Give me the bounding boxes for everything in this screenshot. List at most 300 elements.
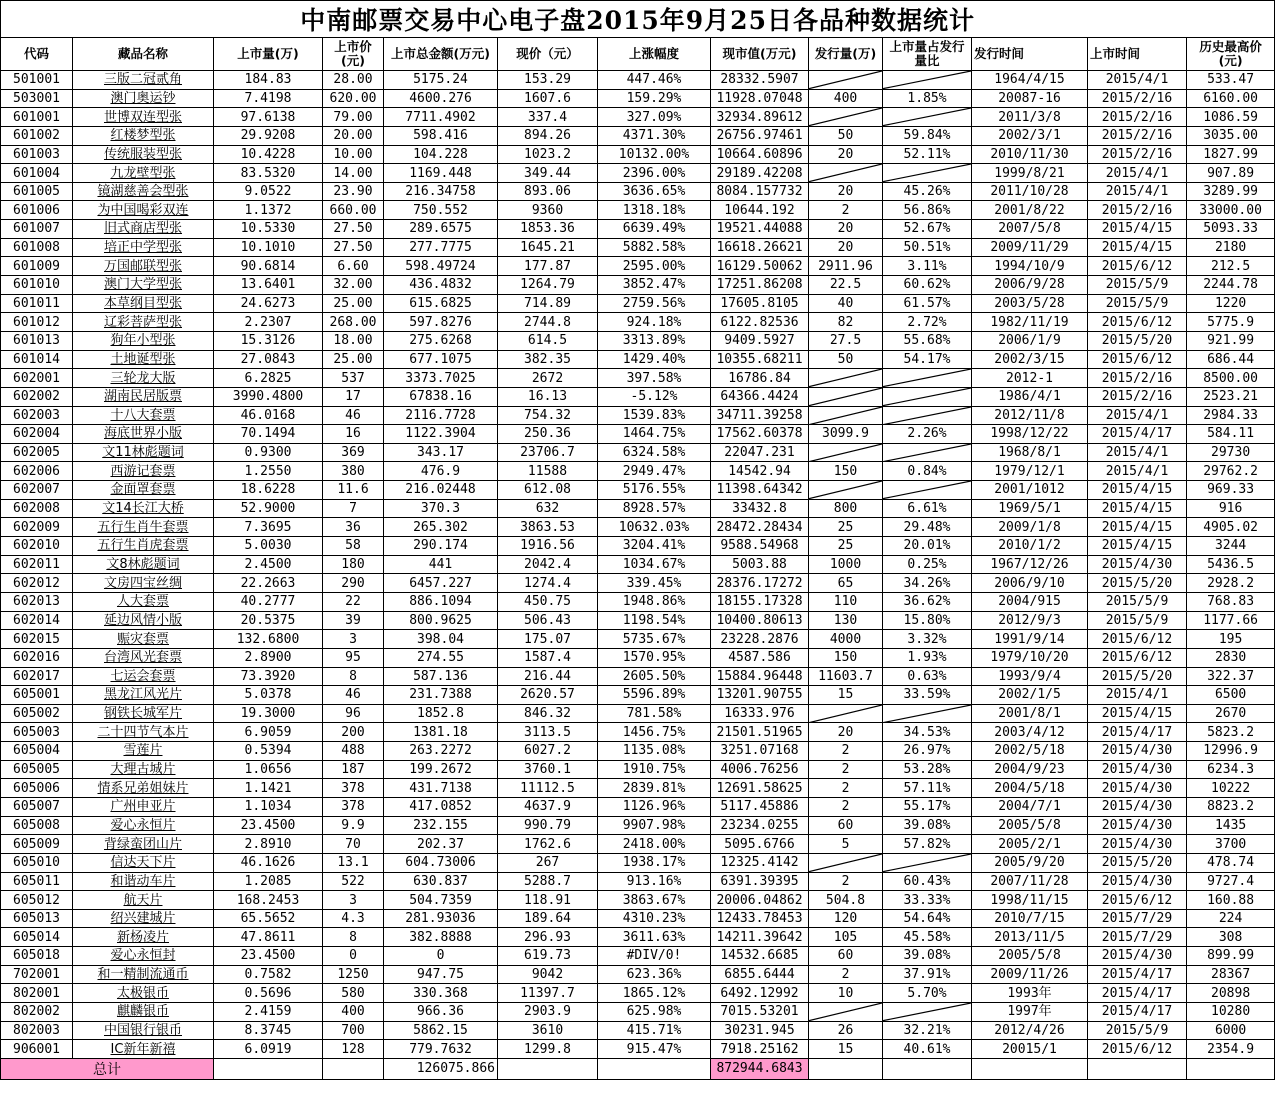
cell-current-price[interactable]: 9360: [498, 201, 598, 220]
cell-name[interactable]: 人大套票: [73, 592, 214, 611]
cell-current-price[interactable]: 1762.6: [498, 835, 598, 854]
cell-current-price[interactable]: 893.06: [498, 182, 598, 201]
cell-market-value[interactable]: 6391.39395: [711, 872, 809, 891]
cell-issue-qty[interactable]: [809, 481, 883, 500]
cell-listed-ratio[interactable]: [883, 1003, 972, 1022]
cell-listed-ratio[interactable]: 32.21%: [883, 1021, 972, 1040]
cell-listed-ratio[interactable]: 34.26%: [883, 574, 972, 593]
cell-listed-ratio[interactable]: 45.58%: [883, 928, 972, 947]
cell-history-high[interactable]: 6160.00: [1187, 89, 1275, 108]
cell-listed-total[interactable]: 275.6268: [384, 331, 498, 350]
cell-history-high[interactable]: 1827.99: [1187, 145, 1275, 164]
cell-market-value[interactable]: 18155.17328: [711, 592, 809, 611]
cell-listed-price[interactable]: 32.00: [323, 276, 384, 295]
cell-rise[interactable]: 1948.86%: [598, 592, 711, 611]
cell-listed-price[interactable]: 128: [323, 1040, 384, 1059]
cell-market-value[interactable]: 10355.68211: [711, 350, 809, 369]
cell-rise[interactable]: 1198.54%: [598, 611, 711, 630]
cell-history-high[interactable]: 28367: [1187, 965, 1275, 984]
cell-rise[interactable]: 1126.96%: [598, 797, 711, 816]
cell-rise[interactable]: #DIV/0!: [598, 947, 711, 966]
cell-listed-qty[interactable]: 18.6228: [214, 481, 323, 500]
cell-issue-qty[interactable]: 50: [809, 126, 883, 145]
cell-issue-qty[interactable]: 15: [809, 686, 883, 705]
cell-listed-qty[interactable]: 0.9300: [214, 443, 323, 462]
cell-listed-total[interactable]: 199.2672: [384, 760, 498, 779]
cell-listed-qty[interactable]: 83.5320: [214, 164, 323, 183]
cell-listed-date[interactable]: 2015/5/9: [1088, 276, 1187, 295]
header-issue-date[interactable]: 发行时间: [972, 38, 1088, 71]
cell-name[interactable]: 世博双连型张: [73, 108, 214, 127]
cell-name[interactable]: 赈灾套票: [73, 630, 214, 649]
cell-name[interactable]: 黑龙江风光片: [73, 686, 214, 705]
cell-listed-price[interactable]: 14.00: [323, 164, 384, 183]
cell-code[interactable]: 602008: [1, 499, 73, 518]
cell-history-high[interactable]: 2670: [1187, 704, 1275, 723]
sheet-title[interactable]: 中南邮票交易中心电子盘2015年9月25日各品种数据统计: [1, 1, 1275, 38]
cell-issue-date[interactable]: 2012/4/26: [972, 1021, 1088, 1040]
cell-history-high[interactable]: 10280: [1187, 1003, 1275, 1022]
cell-code[interactable]: 602001: [1, 369, 73, 388]
cell-history-high[interactable]: 9727.4: [1187, 872, 1275, 891]
cell-issue-qty[interactable]: 2: [809, 201, 883, 220]
cell-issue-qty[interactable]: 11603.7: [809, 667, 883, 686]
cell-code[interactable]: 601009: [1, 257, 73, 276]
cell-code[interactable]: 602013: [1, 592, 73, 611]
cell-current-price[interactable]: 846.32: [498, 704, 598, 723]
cell-issue-date[interactable]: 2005/2/1: [972, 835, 1088, 854]
cell-current-price[interactable]: 894.26: [498, 126, 598, 145]
cell-listed-price[interactable]: 4.3: [323, 909, 384, 928]
cell-code[interactable]: 601013: [1, 331, 73, 350]
cell-listed-ratio[interactable]: 2.26%: [883, 425, 972, 444]
cell-issue-qty[interactable]: 800: [809, 499, 883, 518]
cell-listed-price[interactable]: 28.00: [323, 71, 384, 90]
cell-listed-total[interactable]: 5175.24: [384, 71, 498, 90]
cell-code[interactable]: 605018: [1, 947, 73, 966]
cell-history-high[interactable]: 2830: [1187, 648, 1275, 667]
cell-code[interactable]: 702001: [1, 965, 73, 984]
cell-listed-qty[interactable]: 23.4500: [214, 816, 323, 835]
cell-listed-qty[interactable]: 15.3126: [214, 331, 323, 350]
cell-listed-qty[interactable]: 10.1010: [214, 238, 323, 257]
cell-listed-price[interactable]: 96: [323, 704, 384, 723]
cell-listed-total[interactable]: 398.04: [384, 630, 498, 649]
cell-current-price[interactable]: 3113.5: [498, 723, 598, 742]
cell-issue-qty[interactable]: [809, 164, 883, 183]
cell-issue-date[interactable]: 2004/9/23: [972, 760, 1088, 779]
cell-issue-date[interactable]: 2011/3/8: [972, 108, 1088, 127]
cell-name[interactable]: 爱心永恒片: [73, 816, 214, 835]
cell-listed-date[interactable]: 2015/2/16: [1088, 89, 1187, 108]
cell-listed-ratio[interactable]: 2.72%: [883, 313, 972, 332]
cell-current-price[interactable]: 296.93: [498, 928, 598, 947]
cell-name[interactable]: 广州申亚片: [73, 797, 214, 816]
cell-listed-total[interactable]: 1852.8: [384, 704, 498, 723]
cell-listed-date[interactable]: 2015/4/17: [1088, 723, 1187, 742]
cell-rise[interactable]: 9907.98%: [598, 816, 711, 835]
cell-market-value[interactable]: 16129.50062: [711, 257, 809, 276]
cell-listed-ratio[interactable]: 6.61%: [883, 499, 972, 518]
cell-listed-qty[interactable]: 5.0378: [214, 686, 323, 705]
cell-code[interactable]: 602005: [1, 443, 73, 462]
cell-name[interactable]: 三版二冠贰角: [73, 71, 214, 90]
cell-listed-price[interactable]: 8: [323, 667, 384, 686]
cell-history-high[interactable]: 322.37: [1187, 667, 1275, 686]
cell-issue-qty[interactable]: 2: [809, 742, 883, 761]
cell-listed-ratio[interactable]: 45.26%: [883, 182, 972, 201]
cell-history-high[interactable]: 160.88: [1187, 891, 1275, 910]
cell-listed-date[interactable]: 2015/4/30: [1088, 872, 1187, 891]
cell-code[interactable]: 605014: [1, 928, 73, 947]
cell-name[interactable]: 新杨凌片: [73, 928, 214, 947]
cell-market-value[interactable]: 8084.157732: [711, 182, 809, 201]
cell-issue-date[interactable]: 2009/1/8: [972, 518, 1088, 537]
cell-listed-price[interactable]: 180: [323, 555, 384, 574]
cell-current-price[interactable]: 714.89: [498, 294, 598, 313]
cell-listed-ratio[interactable]: 52.67%: [883, 220, 972, 239]
cell-listed-date[interactable]: 2015/4/15: [1088, 238, 1187, 257]
cell-listed-price[interactable]: 79.00: [323, 108, 384, 127]
cell-code[interactable]: 605001: [1, 686, 73, 705]
cell-issue-date[interactable]: 1994/10/9: [972, 257, 1088, 276]
cell-history-high[interactable]: 1177.66: [1187, 611, 1275, 630]
cell-listed-price[interactable]: 39: [323, 611, 384, 630]
cell-listed-ratio[interactable]: 52.11%: [883, 145, 972, 164]
cell-name[interactable]: 和谐动车片: [73, 872, 214, 891]
cell-listed-qty[interactable]: 70.1494: [214, 425, 323, 444]
cell-listed-price[interactable]: 23.90: [323, 182, 384, 201]
cell-current-price[interactable]: 1023.2: [498, 145, 598, 164]
cell-code[interactable]: 602009: [1, 518, 73, 537]
cell-code[interactable]: 605010: [1, 853, 73, 872]
cell-listed-total[interactable]: 1122.3904: [384, 425, 498, 444]
cell-history-high[interactable]: 6234.3: [1187, 760, 1275, 779]
cell-listed-price[interactable]: 200: [323, 723, 384, 742]
cell-code[interactable]: 602015: [1, 630, 73, 649]
cell-listed-qty[interactable]: 2.2307: [214, 313, 323, 332]
cell-listed-ratio[interactable]: 61.57%: [883, 294, 972, 313]
cell-market-value[interactable]: 10400.80613: [711, 611, 809, 630]
cell-market-value[interactable]: 28376.17272: [711, 574, 809, 593]
cell-current-price[interactable]: 2620.57: [498, 686, 598, 705]
cell-listed-ratio[interactable]: 5.70%: [883, 984, 972, 1003]
cell-name[interactable]: 为中国喝彩双连: [73, 201, 214, 220]
cell-issue-qty[interactable]: [809, 704, 883, 723]
cell-listed-date[interactable]: 2015/4/1: [1088, 71, 1187, 90]
cell-issue-date[interactable]: 1998/12/22: [972, 425, 1088, 444]
cell-rise[interactable]: 1135.08%: [598, 742, 711, 761]
cell-market-value[interactable]: 22047.231: [711, 443, 809, 462]
cell-name[interactable]: 三轮龙大版: [73, 369, 214, 388]
cell-rise[interactable]: 397.58%: [598, 369, 711, 388]
cell-issue-qty[interactable]: 130: [809, 611, 883, 630]
cell-name[interactable]: 情系兄弟姐妹片: [73, 779, 214, 798]
cell-name[interactable]: 文14长江大桥: [73, 499, 214, 518]
cell-rise[interactable]: 623.36%: [598, 965, 711, 984]
cell-history-high[interactable]: 5823.2: [1187, 723, 1275, 742]
cell-history-high[interactable]: 5093.33: [1187, 220, 1275, 239]
cell-listed-total[interactable]: 2116.7728: [384, 406, 498, 425]
cell-code[interactable]: 601002: [1, 126, 73, 145]
cell-listed-date[interactable]: 2015/5/20: [1088, 853, 1187, 872]
cell-issue-qty[interactable]: 20: [809, 145, 883, 164]
cell-history-high[interactable]: 6000: [1187, 1021, 1275, 1040]
cell-listed-date[interactable]: 2015/4/17: [1088, 984, 1187, 1003]
cell-listed-price[interactable]: 22: [323, 592, 384, 611]
cell-history-high[interactable]: 907.89: [1187, 164, 1275, 183]
total-amount[interactable]: 126075.866: [384, 1058, 498, 1079]
cell-current-price[interactable]: 1274.4: [498, 574, 598, 593]
total-cell-empty[interactable]: [214, 1058, 323, 1079]
cell-code[interactable]: 602003: [1, 406, 73, 425]
cell-code[interactable]: 802002: [1, 1003, 73, 1022]
cell-listed-total[interactable]: 750.552: [384, 201, 498, 220]
cell-current-price[interactable]: 1853.36: [498, 220, 598, 239]
cell-current-price[interactable]: 1607.6: [498, 89, 598, 108]
cell-listed-date[interactable]: 2015/2/16: [1088, 145, 1187, 164]
cell-listed-price[interactable]: 8: [323, 928, 384, 947]
cell-code[interactable]: 906001: [1, 1040, 73, 1059]
cell-listed-date[interactable]: 2015/5/9: [1088, 1021, 1187, 1040]
cell-listed-date[interactable]: 2015/7/29: [1088, 928, 1187, 947]
cell-issue-date[interactable]: 2004/915: [972, 592, 1088, 611]
cell-name[interactable]: 本草纲目型张: [73, 294, 214, 313]
cell-history-high[interactable]: 2244.78: [1187, 276, 1275, 295]
cell-market-value[interactable]: 6855.6444: [711, 965, 809, 984]
cell-code[interactable]: 602002: [1, 387, 73, 406]
cell-rise[interactable]: 6639.49%: [598, 220, 711, 239]
cell-market-value[interactable]: 28332.5907: [711, 71, 809, 90]
cell-issue-date[interactable]: 2006/1/9: [972, 331, 1088, 350]
cell-issue-qty[interactable]: 40: [809, 294, 883, 313]
cell-listed-qty[interactable]: 0.5696: [214, 984, 323, 1003]
cell-listed-ratio[interactable]: 33.59%: [883, 686, 972, 705]
cell-rise[interactable]: 2759.56%: [598, 294, 711, 313]
cell-listed-qty[interactable]: 1.1034: [214, 797, 323, 816]
cell-listed-total[interactable]: 598.416: [384, 126, 498, 145]
cell-code[interactable]: 602007: [1, 481, 73, 500]
cell-code[interactable]: 605006: [1, 779, 73, 798]
cell-issue-date[interactable]: 2012/9/3: [972, 611, 1088, 630]
cell-code[interactable]: 601006: [1, 201, 73, 220]
cell-issue-qty[interactable]: 105: [809, 928, 883, 947]
cell-history-high[interactable]: 212.5: [1187, 257, 1275, 276]
cell-market-value[interactable]: 7015.53201: [711, 1003, 809, 1022]
cell-code[interactable]: 601004: [1, 164, 73, 183]
cell-listed-date[interactable]: 2015/6/12: [1088, 630, 1187, 649]
cell-rise[interactable]: 8928.57%: [598, 499, 711, 518]
cell-issue-date[interactable]: 2007/11/28: [972, 872, 1088, 891]
cell-issue-qty[interactable]: [809, 369, 883, 388]
cell-listed-price[interactable]: 10.00: [323, 145, 384, 164]
cell-listed-qty[interactable]: 23.4500: [214, 947, 323, 966]
cell-listed-price[interactable]: 11.6: [323, 481, 384, 500]
cell-listed-total[interactable]: 1381.18: [384, 723, 498, 742]
cell-rise[interactable]: -5.12%: [598, 387, 711, 406]
cell-listed-date[interactable]: 2015/6/12: [1088, 648, 1187, 667]
cell-market-value[interactable]: 9409.5927: [711, 331, 809, 350]
cell-history-high[interactable]: 969.33: [1187, 481, 1275, 500]
cell-listed-price[interactable]: 537: [323, 369, 384, 388]
cell-issue-date[interactable]: 2006/9/10: [972, 574, 1088, 593]
cell-rise[interactable]: 3863.67%: [598, 891, 711, 910]
cell-current-price[interactable]: 6027.2: [498, 742, 598, 761]
cell-name[interactable]: 万国邮联型张: [73, 257, 214, 276]
cell-current-price[interactable]: 16.13: [498, 387, 598, 406]
cell-current-price[interactable]: 118.91: [498, 891, 598, 910]
cell-issue-date[interactable]: 2004/5/18: [972, 779, 1088, 798]
cell-name[interactable]: 澳门奥运钞: [73, 89, 214, 108]
cell-name[interactable]: 文11林彪题词: [73, 443, 214, 462]
cell-listed-price[interactable]: 7: [323, 499, 384, 518]
cell-listed-price[interactable]: 27.50: [323, 238, 384, 257]
cell-listed-qty[interactable]: 40.2777: [214, 592, 323, 611]
cell-rise[interactable]: 1464.75%: [598, 425, 711, 444]
cell-listed-price[interactable]: 3: [323, 891, 384, 910]
cell-listed-date[interactable]: 2015/4/30: [1088, 555, 1187, 574]
cell-current-price[interactable]: 175.07: [498, 630, 598, 649]
cell-listed-ratio[interactable]: 60.43%: [883, 872, 972, 891]
cell-listed-qty[interactable]: 65.5652: [214, 909, 323, 928]
cell-current-price[interactable]: 9042: [498, 965, 598, 984]
cell-market-value[interactable]: 16618.26621: [711, 238, 809, 257]
cell-issue-qty[interactable]: [809, 108, 883, 127]
cell-listed-qty[interactable]: 6.2825: [214, 369, 323, 388]
cell-listed-ratio[interactable]: 39.08%: [883, 816, 972, 835]
cell-history-high[interactable]: 686.44: [1187, 350, 1275, 369]
cell-rise[interactable]: 915.47%: [598, 1040, 711, 1059]
cell-listed-date[interactable]: 2015/4/30: [1088, 947, 1187, 966]
cell-listed-ratio[interactable]: 40.61%: [883, 1040, 972, 1059]
cell-issue-date[interactable]: 1986/4/1: [972, 387, 1088, 406]
cell-listed-date[interactable]: 2015/5/9: [1088, 592, 1187, 611]
cell-listed-date[interactable]: 2015/2/16: [1088, 387, 1187, 406]
cell-rise[interactable]: 1539.83%: [598, 406, 711, 425]
cell-listed-ratio[interactable]: 37.91%: [883, 965, 972, 984]
cell-market-value[interactable]: 17562.60378: [711, 425, 809, 444]
cell-current-price[interactable]: 506.43: [498, 611, 598, 630]
cell-listed-qty[interactable]: 1.1372: [214, 201, 323, 220]
cell-market-value[interactable]: 64366.4424: [711, 387, 809, 406]
cell-current-price[interactable]: 1916.56: [498, 537, 598, 556]
cell-listed-date[interactable]: 2015/5/20: [1088, 331, 1187, 350]
cell-rise[interactable]: 1318.18%: [598, 201, 711, 220]
header-listed-qty[interactable]: 上市量(万): [214, 38, 323, 71]
cell-listed-total[interactable]: 216.34758: [384, 182, 498, 201]
cell-rise[interactable]: 1938.17%: [598, 853, 711, 872]
cell-listed-qty[interactable]: 168.2453: [214, 891, 323, 910]
cell-listed-qty[interactable]: 22.2663: [214, 574, 323, 593]
cell-history-high[interactable]: 29730: [1187, 443, 1275, 462]
cell-name[interactable]: 钢铁长城军片: [73, 704, 214, 723]
cell-market-value[interactable]: 5117.45886: [711, 797, 809, 816]
cell-listed-price[interactable]: 20.00: [323, 126, 384, 145]
cell-listed-total[interactable]: 3373.7025: [384, 369, 498, 388]
cell-listed-qty[interactable]: 27.0843: [214, 350, 323, 369]
cell-listed-total[interactable]: 265.302: [384, 518, 498, 537]
cell-history-high[interactable]: 308: [1187, 928, 1275, 947]
cell-name[interactable]: 五行生肖虎套票: [73, 537, 214, 556]
cell-listed-ratio[interactable]: [883, 443, 972, 462]
cell-issue-qty[interactable]: 120: [809, 909, 883, 928]
cell-name[interactable]: 十八大套票: [73, 406, 214, 425]
cell-listed-qty[interactable]: 7.3695: [214, 518, 323, 537]
cell-rise[interactable]: 5596.89%: [598, 686, 711, 705]
cell-code[interactable]: 602011: [1, 555, 73, 574]
cell-code[interactable]: 605003: [1, 723, 73, 742]
cell-listed-price[interactable]: 16: [323, 425, 384, 444]
cell-listed-qty[interactable]: 1.2550: [214, 462, 323, 481]
cell-listed-qty[interactable]: 2.8910: [214, 835, 323, 854]
cell-code[interactable]: 605008: [1, 816, 73, 835]
cell-listed-ratio[interactable]: 36.62%: [883, 592, 972, 611]
total-cell-empty[interactable]: [809, 1058, 883, 1079]
cell-listed-total[interactable]: 417.0852: [384, 797, 498, 816]
cell-current-price[interactable]: 632: [498, 499, 598, 518]
cell-rise[interactable]: 327.09%: [598, 108, 711, 127]
cell-listed-date[interactable]: 2015/7/29: [1088, 909, 1187, 928]
cell-name[interactable]: 金面罩套票: [73, 481, 214, 500]
cell-listed-qty[interactable]: 6.9059: [214, 723, 323, 742]
cell-listed-qty[interactable]: 90.6814: [214, 257, 323, 276]
cell-market-value[interactable]: 5003.88: [711, 555, 809, 574]
cell-name[interactable]: 航天片: [73, 891, 214, 910]
cell-name[interactable]: 海底世界小版: [73, 425, 214, 444]
cell-current-price[interactable]: 619.73: [498, 947, 598, 966]
cell-listed-total[interactable]: 598.49724: [384, 257, 498, 276]
cell-listed-total[interactable]: 231.7388: [384, 686, 498, 705]
cell-listed-qty[interactable]: 5.0030: [214, 537, 323, 556]
cell-issue-qty[interactable]: 4000: [809, 630, 883, 649]
cell-name[interactable]: 绍兴建城片: [73, 909, 214, 928]
cell-listed-qty[interactable]: 10.5330: [214, 220, 323, 239]
cell-history-high[interactable]: 8823.2: [1187, 797, 1275, 816]
cell-issue-date[interactable]: 2012/11/8: [972, 406, 1088, 425]
cell-listed-ratio[interactable]: 26.97%: [883, 742, 972, 761]
cell-issue-qty[interactable]: 26: [809, 1021, 883, 1040]
cell-listed-ratio[interactable]: 39.08%: [883, 947, 972, 966]
cell-current-price[interactable]: 754.32: [498, 406, 598, 425]
cell-issue-qty[interactable]: 15: [809, 1040, 883, 1059]
cell-history-high[interactable]: 20898: [1187, 984, 1275, 1003]
cell-listed-ratio[interactable]: 55.17%: [883, 797, 972, 816]
cell-listed-ratio[interactable]: 60.62%: [883, 276, 972, 295]
cell-code[interactable]: 601008: [1, 238, 73, 257]
cell-rise[interactable]: 913.16%: [598, 872, 711, 891]
cell-listed-total[interactable]: 677.1075: [384, 350, 498, 369]
cell-rise[interactable]: 5176.55%: [598, 481, 711, 500]
cell-issue-qty[interactable]: 504.8: [809, 891, 883, 910]
cell-history-high[interactable]: 584.11: [1187, 425, 1275, 444]
cell-issue-qty[interactable]: 3099.9: [809, 425, 883, 444]
cell-listed-date[interactable]: 2015/4/17: [1088, 965, 1187, 984]
cell-market-value[interactable]: 19521.44088: [711, 220, 809, 239]
cell-listed-ratio[interactable]: [883, 387, 972, 406]
cell-name[interactable]: 土地诞型张: [73, 350, 214, 369]
cell-listed-date[interactable]: 2015/6/12: [1088, 313, 1187, 332]
cell-rise[interactable]: 3204.41%: [598, 537, 711, 556]
cell-current-price[interactable]: 1587.4: [498, 648, 598, 667]
cell-market-value[interactable]: 16786.84: [711, 369, 809, 388]
cell-market-value[interactable]: 12325.4142: [711, 853, 809, 872]
total-cell-empty[interactable]: [883, 1058, 972, 1079]
cell-listed-price[interactable]: 522: [323, 872, 384, 891]
cell-code[interactable]: 602017: [1, 667, 73, 686]
cell-market-value[interactable]: 20006.04862: [711, 891, 809, 910]
cell-current-price[interactable]: 5288.7: [498, 872, 598, 891]
cell-issue-date[interactable]: 2002/3/1: [972, 126, 1088, 145]
